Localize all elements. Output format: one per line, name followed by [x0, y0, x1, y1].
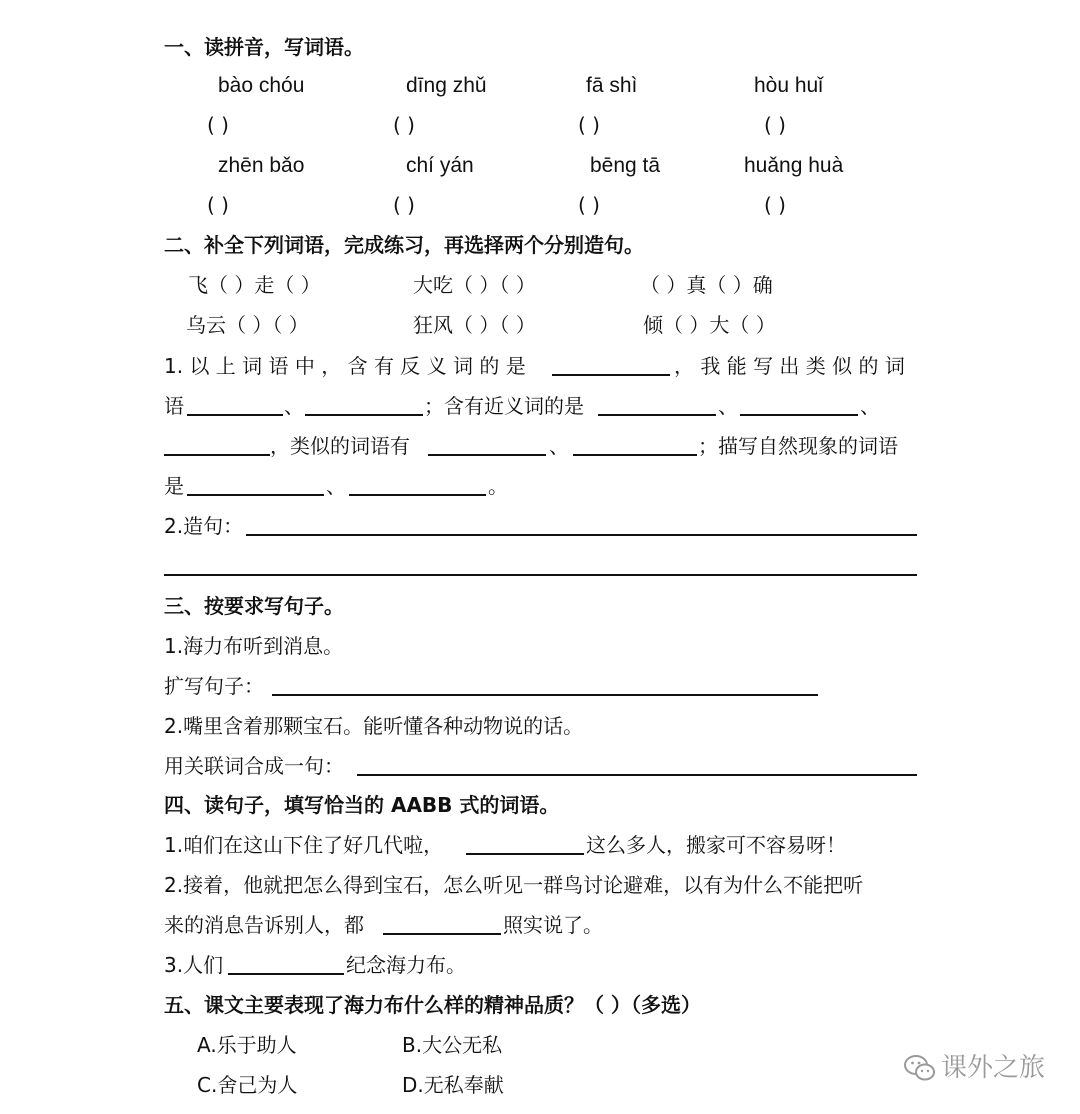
q1-text: ， 我 能 写 出 类 似 的 词 [674, 354, 905, 378]
section1-title: 一、读拼音，写词语。 [164, 35, 364, 59]
answer-blank[interactable]: ( ) [393, 193, 415, 217]
pinyin-fa-shi: fā shì [586, 74, 638, 97]
s3-q1: 1.海力布听到消息。 [164, 634, 344, 658]
option-c[interactable]: C.舍己为人 [197, 1073, 298, 1097]
idiom-fill-1[interactable]: 飞（ ）走（ ） [188, 273, 321, 297]
idiom-fill-3[interactable]: （ ）真（ ）确 [640, 273, 773, 297]
pinyin-beng-ta: bēng tā [590, 154, 661, 177]
idiom-fill-6[interactable]: 倾（ ）大（ ） [643, 313, 776, 337]
idiom-fill-4[interactable]: 乌云（ ）（ ） [186, 313, 309, 337]
answer-line[interactable] [164, 454, 270, 456]
answer-blank[interactable]: ( ) [393, 113, 415, 137]
answer-blank[interactable]: ( ) [764, 113, 786, 137]
q1-text: 1. 以 上 词 语 中 ， 含 有 反 义 词 的 是 [164, 354, 526, 378]
q1-text: 、 [549, 434, 569, 458]
answer-line[interactable] [466, 853, 584, 855]
q1-text: ；含有近义词的是 [424, 394, 584, 418]
q1-text: 语 [164, 394, 184, 418]
s4-q2-cont: 来的消息告诉别人，都 [164, 913, 364, 937]
answer-line[interactable] [573, 454, 697, 456]
idiom-fill-2[interactable]: 大吃（ ）（ ） [413, 273, 536, 297]
idiom-fill-5[interactable]: 狂风（ ）（ ） [413, 313, 536, 337]
answer-line[interactable] [228, 973, 344, 975]
s4-q3-end: 纪念海力布。 [346, 953, 466, 977]
pinyin-ding-zhu: dīng zhǔ [406, 74, 487, 97]
answer-line[interactable] [164, 574, 917, 576]
answer-line[interactable] [246, 534, 917, 536]
answer-line[interactable] [552, 374, 670, 376]
q1-text: 、 [860, 394, 880, 418]
q1-text: ；描写自然现象的词语 [698, 434, 898, 458]
s4-q1: 1.咱们在这山下住了好几代啦， [164, 833, 444, 857]
answer-line[interactable] [349, 494, 486, 496]
option-a[interactable]: A.乐于助人 [197, 1033, 297, 1057]
section5-title: 五、课文主要表现了海力布什么样的精神品质？（ ）（多选） [164, 993, 701, 1017]
section4-title: 四、读句子，填写恰当的 AABB 式的词语。 [164, 793, 560, 817]
answer-blank[interactable]: ( ) [207, 113, 229, 137]
wechat-icon [903, 1053, 937, 1083]
pinyin-chi-yan: chí yán [406, 154, 474, 177]
pinyin-zhen-bao: zhēn bǎo [218, 154, 305, 177]
answer-line[interactable] [305, 414, 423, 416]
answer-blank[interactable]: ( ) [764, 193, 786, 217]
q1-text: 、 [326, 474, 346, 498]
q1-text: 、 [284, 394, 304, 418]
answer-line[interactable] [272, 694, 818, 696]
answer-line[interactable] [428, 454, 546, 456]
q1-text: ，类似的词语有 [270, 434, 410, 458]
q1-text: 是 [164, 474, 184, 498]
s3-q2-prompt: 用关联词合成一句： [164, 754, 344, 778]
pinyin-hou-hui: hòu huǐ [754, 74, 823, 97]
s4-q2: 2.接着，他就把怎么得到宝石，怎么听见一群鸟讨论避难，以有为什么不能把听 [164, 873, 864, 897]
answer-line[interactable] [740, 414, 858, 416]
option-d[interactable]: D.无私奉献 [402, 1073, 504, 1097]
answer-line[interactable] [598, 414, 716, 416]
answer-line[interactable] [383, 933, 501, 935]
option-b[interactable]: B.大公无私 [402, 1033, 503, 1057]
s3-q2: 2.嘴里含着那颗宝石。能听懂各种动物说的话。 [164, 714, 584, 738]
s3-q1-prompt: 扩写句子： [164, 674, 264, 698]
answer-blank[interactable]: ( ) [207, 193, 229, 217]
q1-text: 、 [718, 394, 738, 418]
answer-line[interactable] [187, 414, 283, 416]
pinyin-bao-chou: bào chóu [218, 74, 305, 97]
s4-q1-end: 这么多人，搬家可不容易呀！ [586, 833, 846, 857]
answer-line[interactable] [357, 774, 917, 776]
watermark-text: 课外之旅 [941, 1053, 1046, 1083]
answer-blank[interactable]: ( ) [578, 193, 600, 217]
answer-line[interactable] [187, 494, 324, 496]
s4-q2-end: 照实说了。 [503, 913, 603, 937]
watermark [903, 1048, 1045, 1088]
section3-title: 三、按要求写句子。 [164, 594, 344, 618]
q1-text: 。 [488, 474, 508, 498]
s4-q3: 3.人们 [164, 953, 224, 977]
q2-label: 2.造句： [164, 514, 244, 538]
section2-title: 二、补全下列词语，完成练习，再选择两个分别造句。 [164, 233, 644, 257]
pinyin-huang-hua: huǎng huà [744, 154, 844, 177]
answer-blank[interactable]: ( ) [578, 113, 600, 137]
